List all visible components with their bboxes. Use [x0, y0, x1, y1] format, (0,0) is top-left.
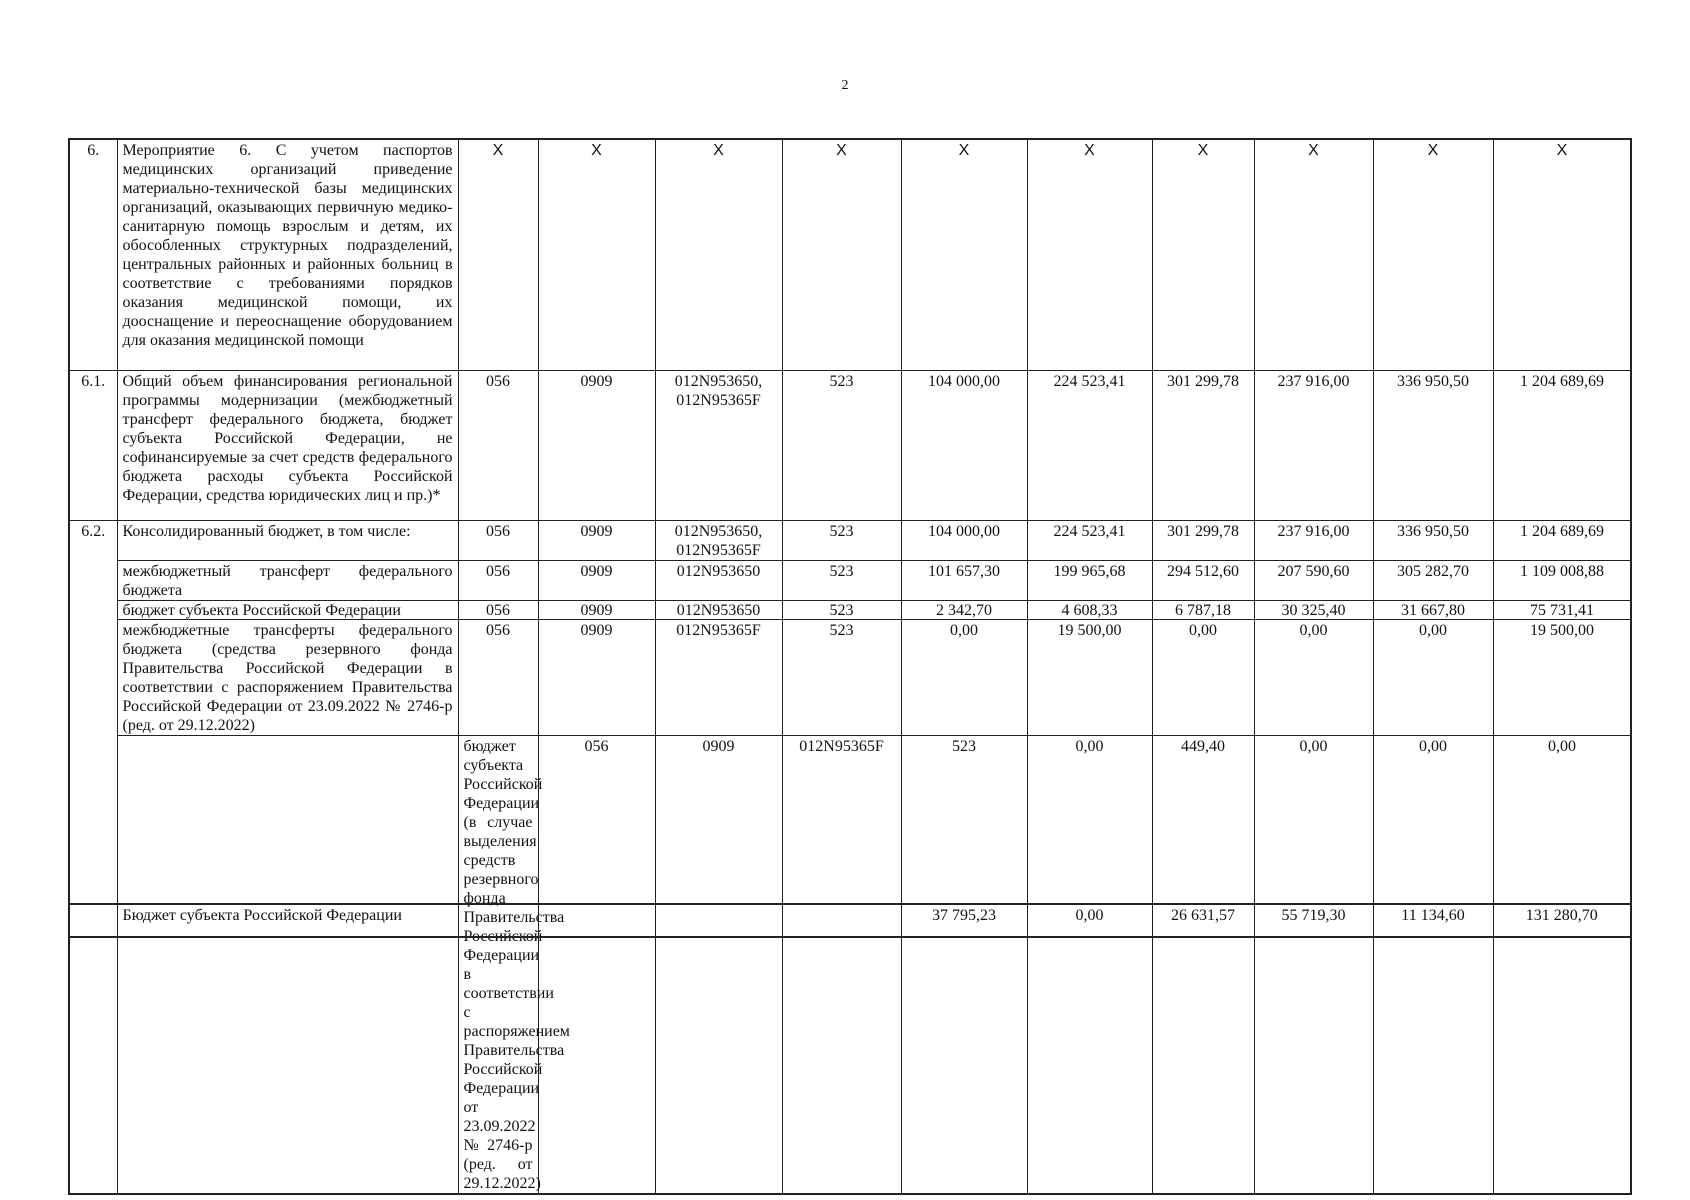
cell-total: 1 204 689,69: [1493, 371, 1631, 521]
cell-year-1: 104 000,00: [901, 521, 1027, 561]
cell-year-3: 294 512,60: [1152, 561, 1254, 601]
cell-expense-type: 523: [782, 620, 901, 736]
cell-year-1: 101 657,30: [901, 561, 1027, 601]
row-number: 6.: [69, 139, 117, 371]
cell-target-item: Х: [655, 139, 782, 371]
table-row: [69, 620, 1631, 736]
cell-year-3: 0,00: [1152, 620, 1254, 736]
cell-ministry: 056: [458, 601, 538, 620]
cell-ministry: 056: [458, 521, 538, 561]
cell-target-item: 012N953650: [655, 601, 782, 620]
cell-year-1: 104 000,00: [901, 371, 1027, 521]
table-row: [69, 561, 1631, 601]
cell-year-2: 199 965,68: [1027, 561, 1152, 601]
cell-section: 0909: [538, 561, 655, 601]
cell-section: Х: [538, 139, 655, 371]
row-number: 6.1.: [69, 371, 117, 521]
cell-total: 1 109 008,88: [1493, 561, 1631, 601]
cell-expense-type: 523: [782, 521, 901, 561]
cell-target-item: 012N953650, 012N95365F: [655, 521, 782, 561]
cell-expense-type: 523: [901, 736, 1027, 1195]
cell-ministry: 056: [458, 371, 538, 521]
cell-year-4: Х: [1254, 139, 1373, 371]
cell-target-item: 012N953650, 012N95365F: [655, 371, 782, 521]
row-description: Общий объем финансирования региональной программы модернизации (межбюджетный трансферт федерального бюджета, бюджет субъекта Российской Федерации, не софинансируемые за счет средств федерального бюджета расходы субъекта Российской Федерации, средства юридических лиц и пр.)*: [117, 371, 458, 521]
row-description: Бюджет субъекта Российской Федерации: [117, 904, 458, 937]
cell-year-4: 30 325,40: [1254, 601, 1373, 620]
cell-expense-type: 523: [782, 601, 901, 620]
cell-ministry: 056: [458, 620, 538, 736]
cell-year-2: 224 523,41: [1027, 521, 1152, 561]
cell-year-5: 11 134,60: [1373, 904, 1493, 937]
cell-year-1: 0,00: [901, 620, 1027, 736]
cell-target-item: 012N95365F: [782, 736, 901, 1195]
cell-expense-type: [782, 904, 901, 937]
row-number: [117, 736, 458, 1195]
cell-year-3: Х: [1152, 139, 1254, 371]
cell-year-5: 31 667,80: [1373, 601, 1493, 620]
cell-target-item: [655, 904, 782, 937]
cell-year-2: 19 500,00: [1027, 620, 1152, 736]
cell-year-5: 0,00: [1493, 736, 1631, 1195]
table-row: [69, 521, 1631, 561]
cell-total: 1 204 689,69: [1493, 521, 1631, 561]
cell-year-3: 26 631,57: [1152, 904, 1254, 937]
cell-year-2: 224 523,41: [1027, 371, 1152, 521]
cell-year-3: 6 787,18: [1152, 601, 1254, 620]
cell-total: 19 500,00: [1493, 620, 1631, 736]
cell-expense-type: Х: [782, 139, 901, 371]
table-row: [69, 904, 1631, 937]
page-number: 2: [841, 78, 849, 93]
cell-year-2: 4 608,33: [1027, 601, 1152, 620]
row-description: бюджет субъекта Российской Федерации: [117, 601, 458, 620]
table-row: [69, 139, 1631, 371]
cell-section: 0909: [538, 620, 655, 736]
table-row: [69, 736, 1631, 1195]
cell-ministry: Х: [458, 139, 538, 371]
cell-year-4: 0,00: [1373, 736, 1493, 1195]
cell-year-1: 0,00: [1027, 736, 1152, 1195]
cell-year-5: 336 950,50: [1373, 521, 1493, 561]
cell-year-4: 237 916,00: [1254, 371, 1373, 521]
cell-section: 0909: [538, 601, 655, 620]
cell-year-5: 305 282,70: [1373, 561, 1493, 601]
cell-year-4: 0,00: [1254, 620, 1373, 736]
cell-year-3: 301 299,78: [1152, 521, 1254, 561]
row-description: Консолидированный бюджет, в том числе:: [117, 521, 458, 561]
row-number: 6.2.: [69, 521, 117, 1195]
cell-year-2: 449,40: [1152, 736, 1254, 1195]
cell-total: Х: [1493, 139, 1631, 371]
cell-year-2: Х: [1027, 139, 1152, 371]
cell-year-5: 0,00: [1373, 620, 1493, 736]
row-description: Мероприятие 6. С учетом паспортов медицинских организаций приведение материально-технической базы медицинских организаций, оказывающих первичную медико-санитарную помощь взрослым и детям, их обособленных структурных подразделений, центральных районных и районных больниц в соответствие с требованиями порядков оказания медицинской помощи, их дооснащение и переоснащение оборудованием для оказания медицинской помощи: [117, 139, 458, 371]
cell-year-1: Х: [901, 139, 1027, 371]
cell-year-3: 0,00: [1254, 736, 1373, 1195]
row-description: межбюджетный трансферт федерального бюджета: [117, 561, 458, 601]
cell-year-1: 37 795,23: [901, 904, 1027, 937]
cell-section: 0909: [538, 371, 655, 521]
cell-year-3: 301 299,78: [1152, 371, 1254, 521]
cell-year-4: 55 719,30: [1254, 904, 1373, 937]
cell-ministry: [458, 904, 538, 937]
table-row: [69, 601, 1631, 620]
cell-section: 0909: [538, 521, 655, 561]
cell-year-4: 237 916,00: [1254, 521, 1373, 561]
summary-table: [68, 903, 1632, 938]
cell-year-1: 2 342,70: [901, 601, 1027, 620]
cell-year-4: 207 590,60: [1254, 561, 1373, 601]
cell-year-5: Х: [1373, 139, 1493, 371]
financing-table: [68, 138, 1632, 1195]
cell-section: 0909: [655, 736, 782, 1195]
cell-section: [538, 904, 655, 937]
row-description: межбюджетные трансферты федерального бюджета (средства резервного фонда Правительства Российской Федерации в соответствии с распоряжением Правительства Российской Федерации от 23.09.2022 № 2746-р (ред. от 29.12.2022): [117, 620, 458, 736]
cell-expense-type: 523: [782, 561, 901, 601]
table-row: [69, 371, 1631, 521]
cell-total: 75 731,41: [1493, 601, 1631, 620]
row-number: [69, 904, 117, 937]
cell-year-5: 336 950,50: [1373, 371, 1493, 521]
cell-ministry: 056: [458, 561, 538, 601]
cell-total: 131 280,70: [1493, 904, 1631, 937]
cell-year-2: 0,00: [1027, 904, 1152, 937]
cell-ministry: 056: [538, 736, 655, 1195]
cell-target-item: 012N95365F: [655, 620, 782, 736]
cell-expense-type: 523: [782, 371, 901, 521]
row-description: бюджет субъекта Российской Федерации (в случае выделения средств резервного фонда Правительства Российской Федерации в соответствии с распоряжением Правительства Российской Федерации от 23.09.2022 № 2746-р (ред. от 29.12.2022): [458, 736, 538, 1195]
cell-target-item: 012N953650: [655, 561, 782, 601]
